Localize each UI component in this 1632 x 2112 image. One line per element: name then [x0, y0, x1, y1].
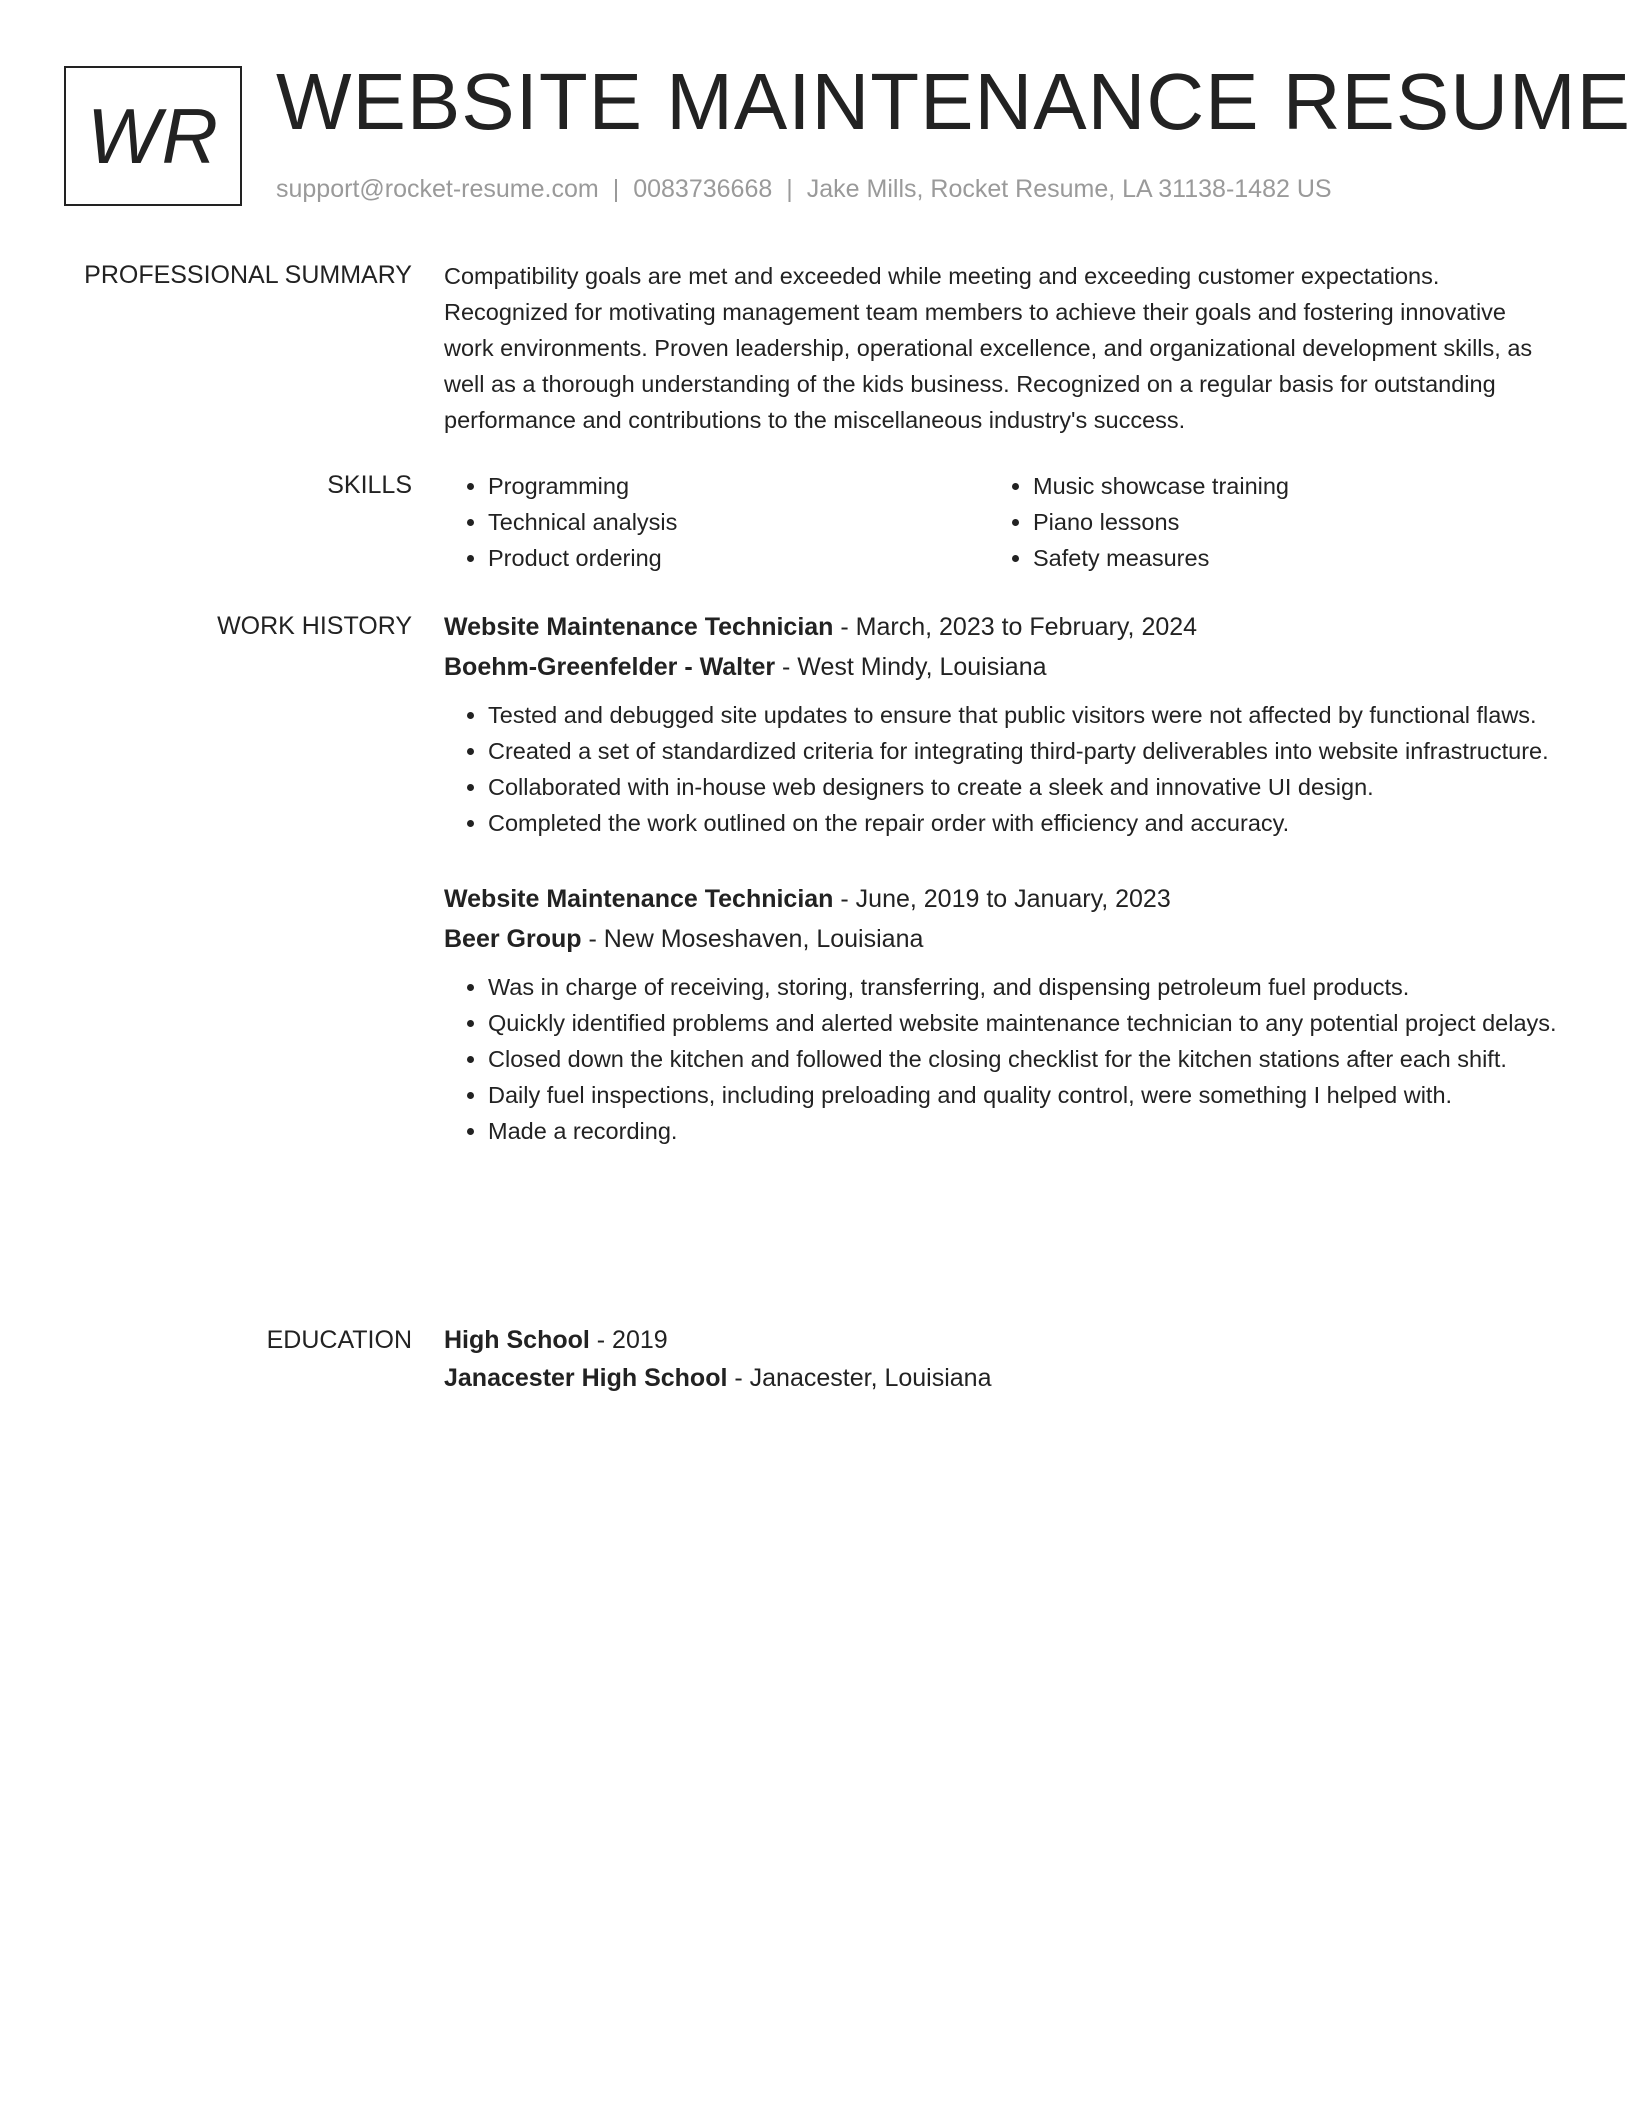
skill-item: • Piano lessons	[1033, 504, 1534, 540]
monogram-box	[64, 66, 242, 206]
job-bullet: • Made a recording.	[488, 1113, 1560, 1149]
resume-title: WEBSITE MAINTENANCE RESUME	[276, 57, 1632, 146]
education-label: EDUCATION	[266, 1326, 412, 1354]
job-bullet: • Closed down the kitchen and followed the closing checklist for the kitchen stations after each shift.	[488, 1041, 1560, 1077]
job-bullet: • Collaborated with in-house web designers to create a sleek and innovative UI design.	[488, 769, 1560, 805]
job-company-line	[444, 647, 1560, 687]
summary-label: PROFESSIONAL SUMMARY	[84, 261, 412, 289]
contact-line	[276, 172, 1332, 206]
contact-separator: |	[786, 175, 793, 203]
education-year: - 2019	[589, 1326, 668, 1354]
work-history-label: WORK HISTORY	[217, 612, 412, 640]
monogram-initials: WR	[87, 91, 219, 180]
job-company: Beer Group	[444, 925, 582, 953]
contact-phone: 0083736668	[633, 175, 773, 203]
contact-email: support@rocket-resume.com	[276, 175, 599, 203]
skill-item: • Technical analysis	[488, 504, 989, 540]
job-dates: - March, 2023 to February, 2024	[833, 613, 1198, 641]
skills-columns	[444, 468, 1560, 576]
job-dates: - June, 2019 to January, 2023	[833, 885, 1171, 913]
summary-text: Compatibility goals are met and exceeded while meeting and exceeding customer expectations. Recognized for motivating management team members to achieve their goals and fostering innovative work environments. Proven leadership, operational excellence, and organizational development skills, as well as a thorough understanding of the kids business. Recognized on a regular basis for outstanding performance and contributions to the miscellaneous industry's success.	[444, 263, 1533, 433]
job-title: Website Maintenance Technician	[444, 885, 834, 913]
job-bullets	[444, 697, 1560, 841]
job-bullet: • Created a set of standardized criteria for integrating third-party deliverables into website infrastructure.	[488, 733, 1560, 769]
job-bullet: • Daily fuel inspections, including preloading and quality control, were something I helped with.	[488, 1077, 1560, 1113]
job-location: - New Moseshaven, Louisiana	[581, 925, 924, 953]
education-school: Janacester High School	[444, 1364, 728, 1392]
job-entry	[444, 879, 1560, 1149]
education-degree-line	[444, 1321, 1560, 1359]
summary-body	[444, 258, 1560, 438]
skill-item: • Programming	[488, 468, 989, 504]
job-company: Boehm-Greenfelder - Walter	[444, 653, 776, 681]
contact-separator: |	[612, 175, 620, 203]
job-bullet: • Tested and debugged site updates to ensure that public visitors were not affected by functional flaws.	[488, 697, 1560, 733]
job-bullets	[444, 969, 1560, 1149]
skills-body	[444, 468, 1560, 576]
education-location: - Janacester, Louisiana	[727, 1364, 992, 1392]
job-location: - West Mindy, Louisiana	[775, 653, 1047, 681]
work-history-body	[444, 607, 1560, 1149]
education-school-line	[444, 1359, 1560, 1397]
education-body	[444, 1321, 1560, 1397]
job-bullet: • Completed the work outlined on the repair order with efficiency and accuracy.	[488, 805, 1560, 841]
skills-list-right	[989, 468, 1534, 576]
job-bullet: • Quickly identified problems and alerted website maintenance technician to any potential project delays.	[488, 1005, 1560, 1041]
job-bullet: • Was in charge of receiving, storing, transferring, and dispensing petroleum fuel products.	[488, 969, 1560, 1005]
job-company-line	[444, 919, 1560, 959]
education-degree: High School	[444, 1326, 590, 1354]
skill-item: • Product ordering	[488, 540, 989, 576]
skills-list-left	[444, 468, 989, 576]
contact-address: Jake Mills, Rocket Resume, LA 31138-1482 US	[806, 175, 1332, 203]
job-title-line	[444, 879, 1560, 919]
job-entry	[444, 607, 1560, 841]
skill-item: • Safety measures	[1033, 540, 1534, 576]
job-title: Website Maintenance Technician	[444, 613, 834, 641]
skills-label: SKILLS	[327, 471, 412, 499]
job-title-line	[444, 607, 1560, 647]
skill-item: • Music showcase training	[1033, 468, 1534, 504]
